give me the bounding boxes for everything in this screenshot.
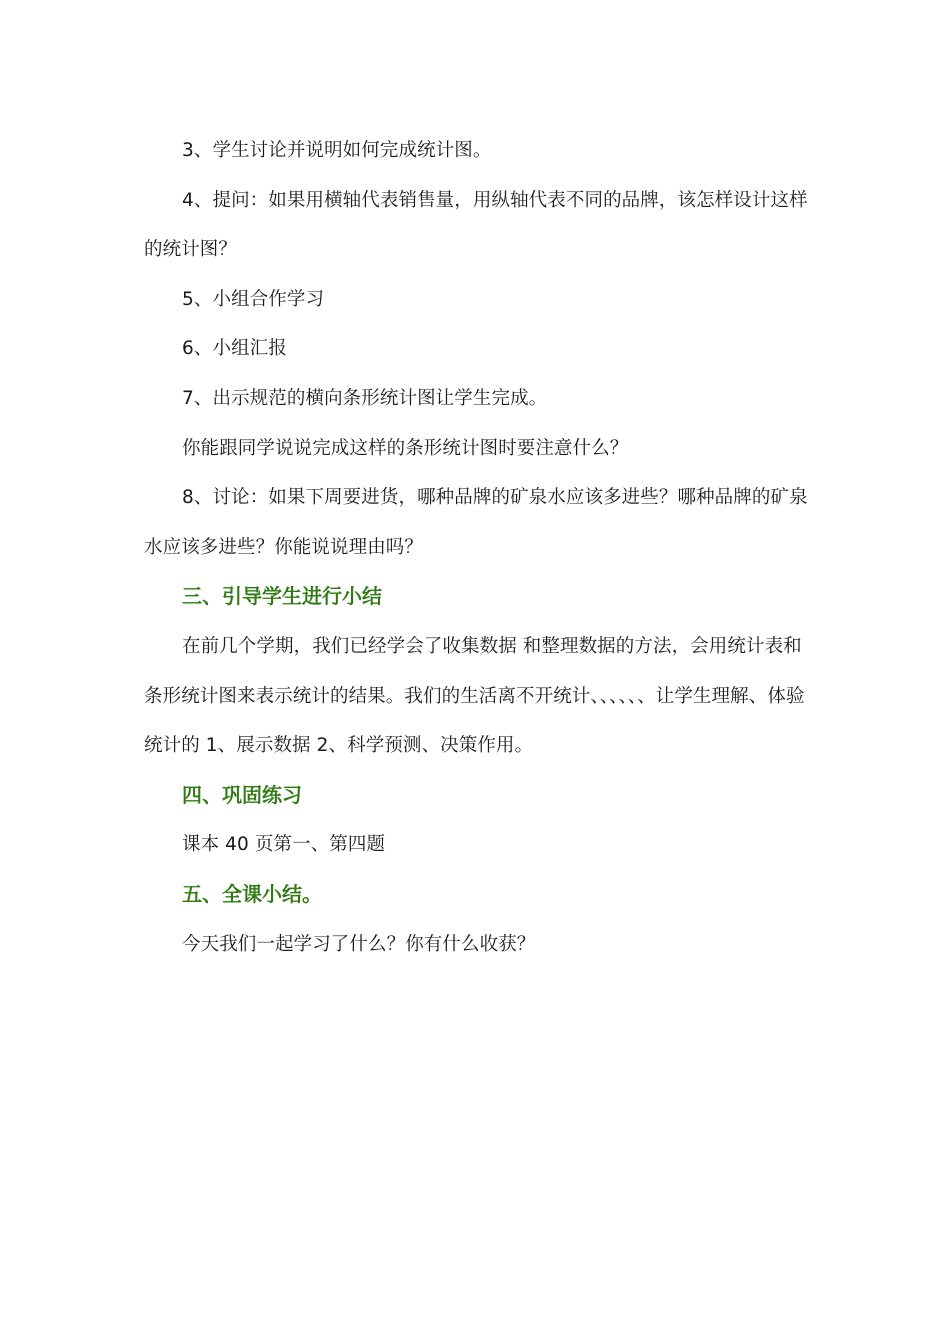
section-heading-summary: 三、引导学生进行小结 <box>182 584 382 609</box>
paragraph-step-4: 4、提问：如果用横轴代表销售量，用纵轴代表不同的品牌，该怎样设计这样的统计图？ <box>144 189 808 261</box>
paragraph-summary: 在前几个学期，我们已经学会了收集数据 和整理数据的方法，会用统计表和条形统计图来表示统计的结果。我们的生活离不开统计、、、、、、让学生理解、体验统计的 1、展示数据 2、科学预测、决策作用。 <box>144 635 805 757</box>
paragraph-step-7: 7、出示规范的横向条形统计图让学生完成。 <box>182 387 548 409</box>
document-body <box>144 126 808 969</box>
paragraph-step-5: 5、小组合作学习 <box>182 288 325 310</box>
section-heading-practice: 四、巩固练习 <box>182 782 302 807</box>
paragraph-lesson-summary: 今天我们一起学习了什么？你有什么收获？ <box>182 933 536 955</box>
paragraph-question: 你能跟同学说说完成这样的条形统计图时要注意什么？ <box>182 437 629 459</box>
section-heading-lesson-summary: 五、全课小结。 <box>182 881 322 906</box>
paragraph-practice: 课本 40 页第一、第四题 <box>182 834 386 856</box>
paragraph-step-6: 6、小组汇报 <box>182 338 287 360</box>
paragraph-step-8: 8、讨论：如果下周要进货，哪种品牌的矿泉水应该多进些？哪种品牌的矿泉水应该多进些？你能说说理由吗？ <box>144 487 808 558</box>
paragraph-step-3: 3、学生讨论并说明如何完成统计图。 <box>182 140 492 161</box>
